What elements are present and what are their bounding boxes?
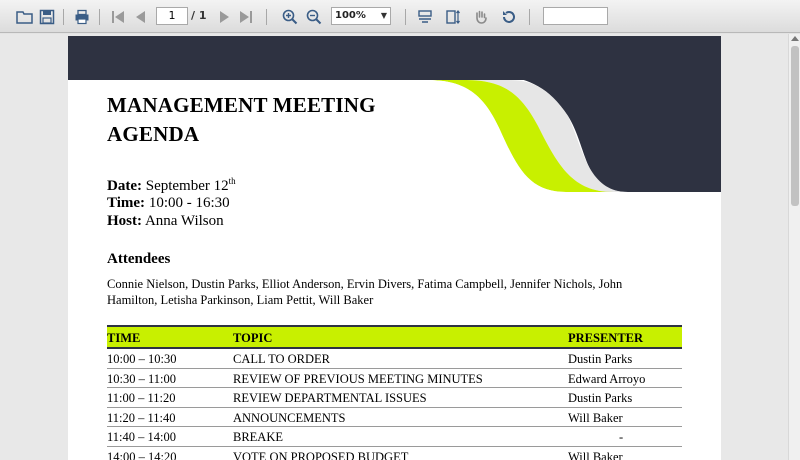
chevron-down-icon: ▼ <box>380 11 387 20</box>
row-topic: VOTE ON PROPOSED BUDGET <box>233 449 409 460</box>
time-label: Time: <box>107 195 146 211</box>
row-topic: REVIEW OF PREVIOUS MEETING MINUTES <box>233 371 483 386</box>
header-topic: TOPIC <box>233 331 273 345</box>
row-presenter: Dustin Parks <box>568 352 633 366</box>
zoom-in-icon[interactable] <box>280 7 300 27</box>
row-time: 11:20 – 11:40 <box>107 410 176 425</box>
document-page <box>68 36 721 460</box>
single-page-view-icon[interactable] <box>415 7 435 27</box>
table-row <box>107 447 682 460</box>
row-topic: REVIEW DEPARTMENTAL ISSUES <box>233 391 427 405</box>
vertical-scrollbar[interactable] <box>788 34 800 460</box>
print-icon[interactable] <box>72 7 92 27</box>
row-presenter: Will Baker <box>568 410 623 425</box>
row-topic: BREAKE <box>233 430 283 444</box>
toolbar-separator <box>63 9 64 25</box>
date-line <box>107 176 236 195</box>
next-page-icon[interactable] <box>215 7 235 27</box>
attendees-list: Connie Nielson, Dustin Parks, Elliot Anderson, Ervin Divers, Fatima Campbell, Jennifer Nichols, John Hamilton, Letisha Parkinson, Liam Pettit, Will Baker <box>107 277 623 307</box>
time-value: 10:00 - 16:30 <box>148 195 230 211</box>
refresh-icon[interactable] <box>499 7 519 27</box>
previous-page-icon[interactable] <box>130 7 150 27</box>
table-row <box>107 369 682 389</box>
row-presenter: Will Baker <box>568 449 623 460</box>
toolbar-separator <box>405 9 406 25</box>
toolbar-separator <box>99 9 100 25</box>
host-label: Host: <box>107 213 142 229</box>
zoom-out-icon[interactable] <box>304 7 324 27</box>
header-presenter: PRESENTER <box>568 331 644 345</box>
header-time: TIME <box>107 331 141 345</box>
page-total-label: / 1 <box>191 9 207 22</box>
row-time: 14:00 – 14:20 <box>107 449 177 460</box>
scroll-up-icon[interactable] <box>791 36 799 41</box>
row-presenter: Dustin Parks <box>568 391 633 405</box>
scroll-thumb[interactable] <box>791 46 799 206</box>
toolbar-separator <box>266 9 267 25</box>
toolbar-separator <box>529 9 530 25</box>
hand-tool-icon[interactable] <box>471 7 491 27</box>
row-time: 11:40 – 14:00 <box>107 430 176 444</box>
document-title: MANAGEMENT MEETING AGENDA <box>107 93 376 146</box>
zoom-value: 100% <box>335 10 366 21</box>
row-presenter: Edward Arroyo <box>568 371 646 386</box>
first-page-icon[interactable] <box>108 7 128 27</box>
agenda-table <box>107 325 682 460</box>
table-row <box>107 408 682 428</box>
row-time: 11:00 – 11:20 <box>107 391 176 405</box>
fit-page-icon[interactable] <box>443 7 463 27</box>
table-row <box>107 427 682 447</box>
table-row <box>107 388 682 408</box>
row-time: 10:00 – 10:30 <box>107 352 177 366</box>
date-label: Date: <box>107 178 142 194</box>
time-line <box>107 195 230 212</box>
last-page-icon[interactable] <box>236 7 256 27</box>
agenda-table-header <box>107 325 682 349</box>
row-topic: CALL TO ORDER <box>233 352 330 366</box>
table-row <box>107 349 682 369</box>
date-value: September 12 <box>145 178 229 194</box>
row-presenter: - <box>619 430 624 444</box>
date-suffix: th <box>228 176 236 186</box>
page-number-input[interactable]: 1 <box>156 7 188 25</box>
open-folder-icon[interactable] <box>15 7 35 27</box>
row-topic: ANNOUNCEMENTS <box>233 410 346 425</box>
row-time: 10:30 – 11:00 <box>107 371 176 386</box>
host-line <box>107 213 224 230</box>
search-input[interactable] <box>543 7 608 25</box>
document-viewer <box>0 34 788 460</box>
host-value: Anna Wilson <box>144 213 224 229</box>
save-icon[interactable] <box>37 7 57 27</box>
zoom-select[interactable] <box>331 7 391 25</box>
viewer-toolbar <box>0 0 800 33</box>
attendees-heading: Attendees <box>107 251 171 267</box>
